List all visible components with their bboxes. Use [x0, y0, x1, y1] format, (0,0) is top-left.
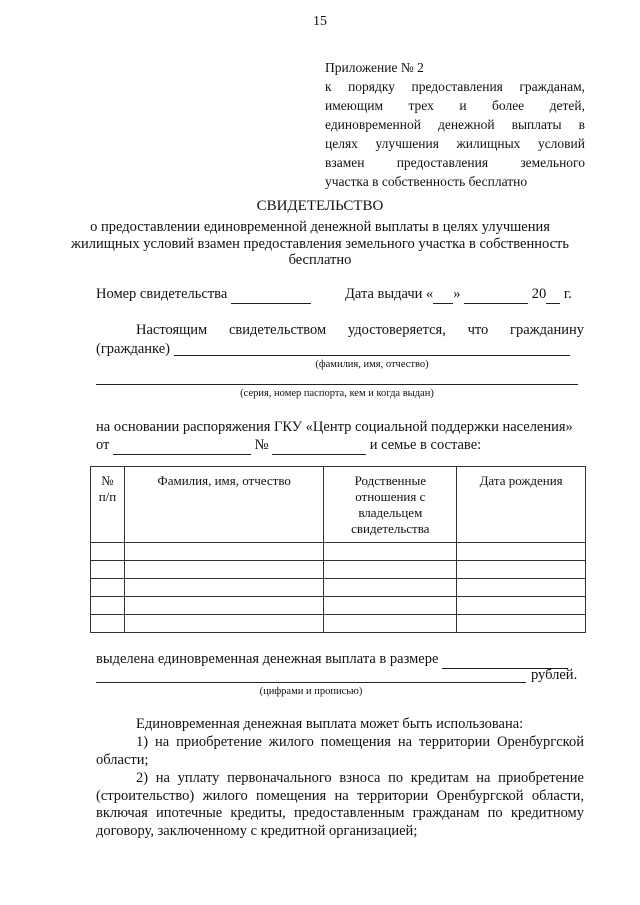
appendix-line: к порядку предоставления гражданам,: [325, 79, 585, 94]
allocated-label: выделена единовременная денежная выплата в размере: [96, 651, 439, 667]
issue-day-blank[interactable]: [433, 286, 453, 304]
col-header-birthdate: Дата рождения: [457, 467, 586, 543]
table-cell[interactable]: [324, 597, 457, 615]
order-date-blank[interactable]: [113, 437, 251, 455]
order-number-blank[interactable]: [272, 437, 366, 455]
appendix-title: Приложение № 2: [325, 60, 424, 75]
table-row: [91, 579, 586, 597]
appendix-line: единовременной денежной выплаты в: [325, 117, 585, 132]
table-cell[interactable]: [91, 615, 125, 633]
from-label: от: [96, 437, 110, 453]
table-cell[interactable]: [457, 579, 586, 597]
table-cell[interactable]: [324, 579, 457, 597]
table-row: [91, 543, 586, 561]
issue-year-prefix: 20: [531, 286, 547, 302]
issue-year-blank[interactable]: [546, 286, 560, 304]
table-cell[interactable]: [91, 579, 125, 597]
table-cell[interactable]: [91, 543, 125, 561]
col-header-fio: Фамилия, имя, отчество: [124, 467, 323, 543]
issue-date-close: »: [453, 286, 461, 302]
passport-line[interactable]: [96, 384, 578, 385]
table-cell[interactable]: [457, 561, 586, 579]
table-cell[interactable]: [324, 561, 457, 579]
appendix-line: целях улучшения жилищных условий: [325, 136, 585, 151]
certificate-subtitle: о предоставлении единовременной денежной выплаты в целях улучшения жилищных условий взамен предоставления земельного участка в собственность бесплатно: [70, 219, 569, 268]
table-cell[interactable]: [457, 543, 586, 561]
col-header-number: № п/п: [91, 467, 125, 543]
table-cell[interactable]: [91, 561, 125, 579]
appendix-line: взамен предоставления земельного: [325, 155, 585, 170]
certificate-number-row: [96, 286, 311, 304]
table-cell[interactable]: [324, 615, 457, 633]
table-cell[interactable]: [124, 615, 323, 633]
table-row: [91, 561, 586, 579]
table-header-row: [91, 467, 586, 543]
allocated-row: [96, 651, 568, 669]
family-table: [90, 466, 586, 633]
certificate-number-label: Номер свидетельства: [96, 286, 228, 302]
citizen-name-line[interactable]: [174, 355, 570, 356]
table-cell[interactable]: [324, 543, 457, 561]
table-cell[interactable]: [457, 615, 586, 633]
page-number: 15: [313, 14, 327, 29]
usage-item-2: [96, 770, 584, 840]
table-cell[interactable]: [124, 597, 323, 615]
table-cell[interactable]: [124, 579, 323, 597]
table-cell[interactable]: [124, 543, 323, 561]
table-row: [91, 597, 586, 615]
fio-caption: (фамилия, имя, отчество): [315, 359, 429, 370]
appendix-line: имеющим трех и более детей,: [325, 98, 585, 113]
certificate-number-blank[interactable]: [231, 286, 311, 304]
appendix-block: [325, 58, 585, 191]
table-row: [91, 615, 586, 633]
order-number-label: №: [254, 437, 269, 453]
table-cell[interactable]: [457, 597, 586, 615]
family-label: и семье в составе:: [369, 437, 482, 453]
rubles-label: рублей.: [531, 667, 578, 683]
order-row: [96, 437, 481, 455]
usage-item-1: [96, 734, 584, 769]
passport-caption: (серия, номер паспорта, кем и когда выдан): [240, 388, 434, 399]
usage-item-2-text: 2) на уплату первоначального взноса по кредитам на приобретение (строительство) жилого помещения на территории Оренбургской области, включая ипотечные кредиты, предоставленным гражданам по кредитному договору, заключенному с кредитной организацией;: [96, 770, 584, 839]
issue-date-label: Дата выдачи «: [345, 286, 434, 302]
usage-item-1-text: 1) на приобретение жилого помещения на территории Оренбургской области;: [96, 734, 584, 768]
issue-date-row: [345, 286, 572, 304]
certify-line: Настоящим свидетельством удостоверяется, что гражданину: [136, 322, 584, 338]
appendix-line: участка в собственность бесплатно: [325, 174, 528, 189]
amount-words-line[interactable]: [96, 682, 526, 683]
col-header-relation: Родственные отношения с владельцем свидетельства: [324, 467, 457, 543]
citizen-label: (гражданке): [96, 341, 171, 357]
basis-line: на основании распоряжения ГКУ «Центр социальной поддержки населения»: [96, 419, 573, 435]
usage-intro: Единовременная денежная выплата может быть использована:: [136, 716, 524, 732]
table-cell[interactable]: [124, 561, 323, 579]
table-cell[interactable]: [91, 597, 125, 615]
amount-caption: (цифрами и прописью): [259, 686, 363, 697]
issue-month-blank[interactable]: [464, 286, 528, 304]
certificate-title: СВИДЕТЕЛЬСТВО: [256, 198, 384, 214]
issue-year-suffix: г.: [563, 286, 572, 302]
